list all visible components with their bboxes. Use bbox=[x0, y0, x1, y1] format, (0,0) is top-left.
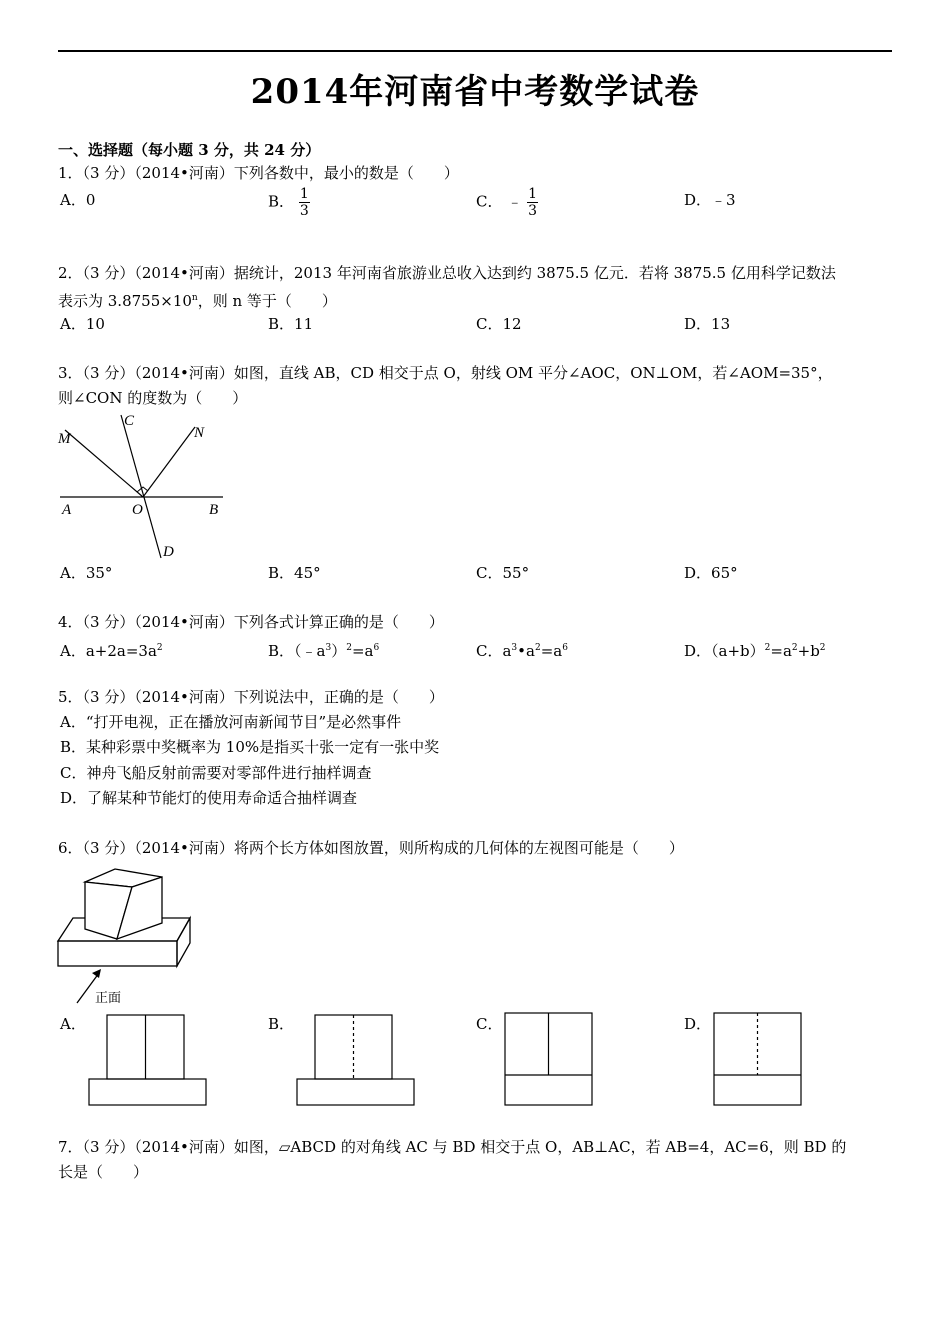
top-rule bbox=[58, 50, 892, 52]
lower-block bbox=[297, 1079, 414, 1105]
exponent: 2 bbox=[819, 643, 826, 653]
page-title: 2014年河南省中考数学试卷 bbox=[250, 72, 700, 112]
slab-front-face bbox=[58, 941, 177, 966]
q4a-text: A．a+2a=3a bbox=[60, 642, 157, 660]
fraction-numerator: 1 bbox=[299, 186, 309, 202]
ray-on bbox=[143, 427, 195, 497]
q4c-text: •a bbox=[517, 642, 535, 660]
angle-figure bbox=[55, 410, 230, 560]
q1-option-b-label: B． bbox=[268, 192, 295, 211]
minus-sign: ﹣ bbox=[507, 192, 523, 211]
q1-option-d: D．﹣3 bbox=[684, 191, 736, 209]
q6-option-c-label: C． bbox=[476, 1015, 503, 1033]
exponent: 3 bbox=[325, 643, 332, 653]
q2-option-c: C．12 bbox=[476, 315, 522, 333]
slab-side-face bbox=[177, 918, 190, 966]
q4-option-d bbox=[684, 638, 826, 661]
section-heading: 一、选择题（每小题 3 分，共 24 分） bbox=[58, 141, 321, 159]
q6-option-d-figure bbox=[712, 1011, 804, 1109]
question-7-line-2: 长是（ ） bbox=[58, 1163, 149, 1181]
question-2-line-1: 2．（3 分）（2014•河南）据统计，2013 年河南省旅游业总收入达到约 3875.5 亿元．若将 3875.5 亿用科学记数法 bbox=[58, 264, 836, 282]
q4-option-a bbox=[60, 638, 163, 661]
label-d: D bbox=[163, 544, 174, 560]
exponent: 2 bbox=[791, 643, 798, 653]
label-c: C bbox=[124, 413, 135, 429]
q5-option-d: D．了解某种节能灯的使用寿命适合抽样调查 bbox=[60, 789, 358, 807]
exponent: 2 bbox=[764, 643, 771, 653]
q6-option-b-label: B． bbox=[268, 1015, 295, 1033]
q6-option-c-figure bbox=[503, 1011, 595, 1109]
q6-option-b-figure bbox=[295, 1013, 417, 1108]
q1-option-a: A．0 bbox=[60, 191, 96, 209]
fraction-denominator: 3 bbox=[299, 203, 309, 219]
q4c-text: =a bbox=[540, 642, 563, 660]
q4b-text: =a bbox=[351, 642, 374, 660]
label-m: M bbox=[58, 431, 71, 447]
q5-option-c: C．神舟飞船反射前需要对零部件进行抽样调查 bbox=[60, 764, 372, 782]
exponent: 2 bbox=[534, 643, 541, 653]
q4b-text: ） bbox=[331, 642, 347, 660]
q3-option-c: C．55° bbox=[476, 564, 530, 582]
q2-option-a: A．10 bbox=[60, 315, 105, 333]
q2-option-d: D．13 bbox=[684, 315, 731, 333]
label-n: N bbox=[194, 425, 205, 441]
exponent: n bbox=[191, 293, 198, 303]
q4d-text: D．（a+b） bbox=[684, 642, 765, 660]
q3-option-a: A．35° bbox=[60, 564, 113, 582]
question-7-line-1: 7．（3 分）（2014•河南）如图，▱ABCD 的对角线 AC 与 BD 相交于点 O，AB⊥AC，若 AB=4，AC=6，则 BD 的 bbox=[58, 1138, 847, 1156]
exponent: 6 bbox=[562, 643, 568, 653]
q4d-text: +b bbox=[797, 642, 820, 660]
question-4-stem: 4．（3 分）（2014•河南）下列各式计算正确的是（ ） bbox=[58, 613, 444, 631]
label-b: B bbox=[209, 502, 219, 518]
lower-block bbox=[89, 1079, 206, 1105]
q2-text: 表示为 3.8755×10 bbox=[58, 292, 192, 310]
question-3-line-2: 则∠CON 的度数为（ ） bbox=[58, 389, 248, 407]
question-1-stem: 1．（3 分）（2014•河南）下列各数中，最小的数是（ ） bbox=[58, 164, 459, 182]
exponent: 3 bbox=[511, 643, 518, 653]
front-label: 正面 bbox=[95, 991, 122, 1006]
line-cd bbox=[121, 415, 161, 558]
q1-option-c-label: C． bbox=[476, 192, 503, 211]
q4c-text: C．a bbox=[476, 642, 512, 660]
exponent: 2 bbox=[346, 643, 352, 653]
q4-option-b bbox=[268, 638, 379, 661]
q2-text: ，则 n 等于（ ） bbox=[197, 292, 337, 310]
q1-option-b bbox=[268, 186, 310, 219]
question-6-stem: 6．（3 分）（2014•河南）将两个长方体如图放置，则所构成的几何体的左视图可能是（ ） bbox=[58, 839, 684, 857]
label-a: A bbox=[62, 502, 72, 518]
q4d-text: =a bbox=[770, 642, 792, 660]
fraction-denominator: 3 bbox=[528, 203, 537, 219]
q4b-text: B．（﹣a bbox=[268, 642, 326, 660]
q4-option-c bbox=[476, 638, 568, 661]
q5-option-b: B．某种彩票中奖概率为 10%是指买十张一定有一张中奖 bbox=[60, 738, 440, 756]
q1-option-c bbox=[476, 186, 538, 219]
q6-option-a-label: A． bbox=[60, 1015, 86, 1033]
ray-om bbox=[65, 430, 143, 497]
question-5-stem: 5．（3 分）（2014•河南）下列说法中，正确的是（ ） bbox=[58, 688, 444, 706]
label-o: O bbox=[132, 502, 143, 518]
q3-option-d: D．65° bbox=[684, 564, 738, 582]
q2-option-b: B．11 bbox=[268, 315, 314, 333]
q6-option-d-label: D． bbox=[684, 1015, 712, 1033]
q5-option-a: A．“打开电视，正在播放河南新闻节目”是必然事件 bbox=[60, 713, 402, 731]
q1-option-c-fraction bbox=[527, 186, 538, 219]
exponent: 6 bbox=[373, 643, 380, 653]
question-3-line-1: 3．（3 分）（2014•河南）如图，直线 AB，CD 相交于点 O，射线 OM 平分∠AOC，ON⊥OM，若∠AOM=35°， bbox=[58, 364, 833, 382]
cuboids-figure bbox=[55, 865, 195, 1007]
exponent: 2 bbox=[156, 643, 163, 653]
question-2-line-2 bbox=[58, 288, 337, 311]
q3-option-b: B．45° bbox=[268, 564, 321, 582]
fraction-numerator: 1 bbox=[528, 186, 537, 202]
q1-option-b-fraction bbox=[299, 186, 310, 219]
q6-option-a-figure bbox=[87, 1013, 209, 1108]
